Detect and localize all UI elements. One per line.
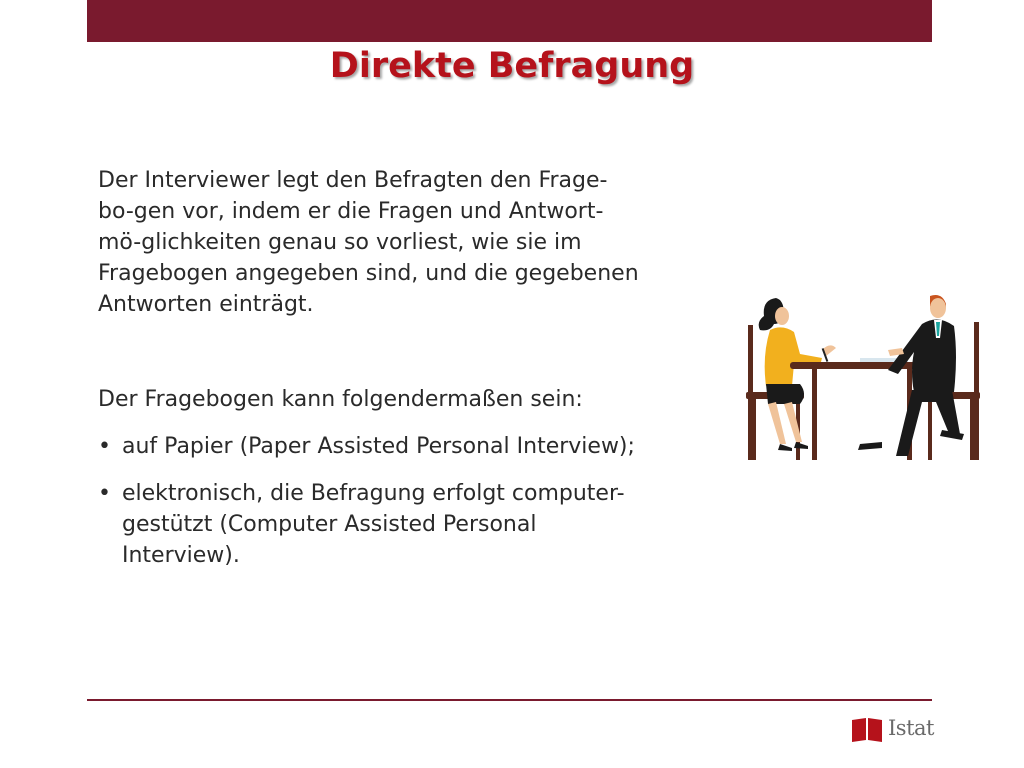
bullet-line: Interview). [122,543,240,568]
bullet-list [98,431,738,571]
lead-paragraph: Der Fragebogen kann folgendermaßen sein: [98,387,583,412]
logo-text: Istat [888,716,934,740]
bullet-marker: • [98,481,111,506]
intro-paragraph [98,165,738,320]
slide-body [98,165,738,571]
intro-line: bo-gen vor, indem er die Fragen und Antwort- [98,199,604,224]
bullet-line: elektronisch, die Befragung erfolgt computer- [122,481,625,506]
list-item [98,478,738,571]
bullet-line: gestützt (Computer Assisted Personal [122,512,537,537]
slide-title: Direkte Befragung [329,46,695,86]
top-banner-bar [87,0,932,42]
istat-book-logo-icon [850,716,886,742]
footer-divider [87,699,932,701]
intro-line: Fragebogen angegeben sind, und die gegebenen [98,261,639,286]
istat-logo [850,716,940,742]
intro-line: mö-glichkeiten genau so vorliest, wie sie im [98,230,582,255]
intro-line: Der Interviewer legt den Befragten den Frage- [98,168,608,193]
woman-figure [759,298,836,451]
bullet-marker: • [98,434,111,459]
intro-line: Antworten einträgt. [98,292,314,317]
interview-clipart [742,290,987,465]
bullet-line: auf Papier (Paper Assisted Personal Interview); [122,434,635,459]
list-item [98,431,738,462]
